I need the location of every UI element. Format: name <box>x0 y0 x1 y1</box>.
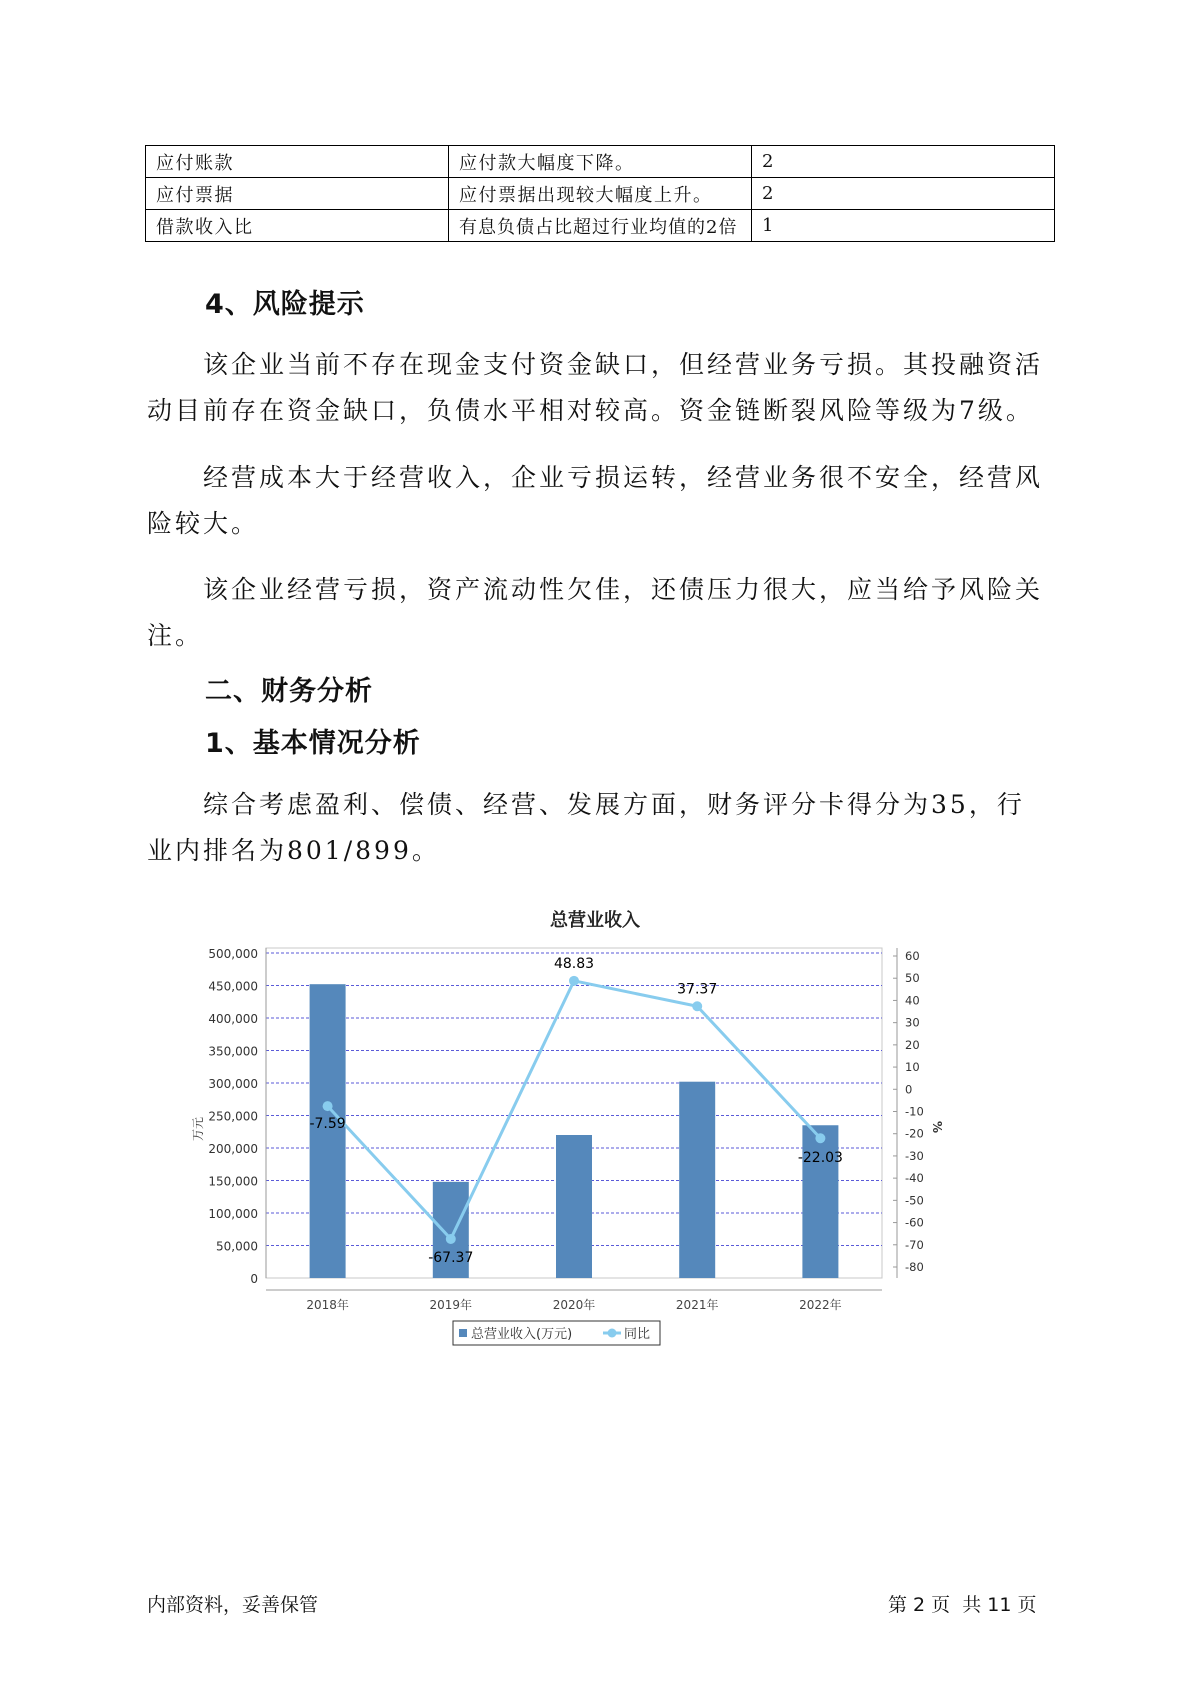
table-cell-score: 2 <box>752 146 1055 178</box>
y-axis-label: 万元 <box>191 1116 205 1142</box>
risk-paragraph-3 <box>147 567 1052 659</box>
table-cell-item: 借款收入比 <box>146 210 449 242</box>
y2-tick-label: -50 <box>905 1193 924 1208</box>
table-cell-desc: 应付票据出现较大幅度上升。 <box>449 178 752 210</box>
line-point <box>323 1101 333 1111</box>
legend-bar-label: 总营业收入(万元) <box>471 1327 573 1342</box>
y2-tick-label: -10 <box>905 1104 924 1119</box>
y-tick-label: 500,000 <box>208 947 258 961</box>
x-tick-label: 2020年 <box>552 1298 596 1312</box>
paragraph-text: 经营成本大于经营收入，企业亏损运转，经营业务很不安全，经营风险较大。 <box>147 463 1044 538</box>
data-label: -22.03 <box>797 1150 843 1167</box>
y2-tick-label: 0 <box>905 1082 913 1097</box>
x-tick-label: 2019年 <box>429 1298 473 1312</box>
x-tick-label: 2018年 <box>306 1298 349 1312</box>
table-cell-desc: 应付款大幅度下降。 <box>449 146 752 178</box>
section-heading-finance: 二、财务分析 <box>205 676 373 707</box>
table-row <box>146 178 1055 210</box>
table-cell-score: 2 <box>752 178 1055 210</box>
table-row <box>146 146 1055 178</box>
y-tick-label: 50,000 <box>216 1239 258 1254</box>
bar <box>679 1082 715 1278</box>
x-tick-label: 2022年 <box>799 1298 842 1312</box>
y2-tick-label: -20 <box>905 1126 924 1141</box>
line-point <box>569 976 579 986</box>
line-point <box>815 1133 825 1143</box>
sub-heading-basic: 1、基本情况分析 <box>205 728 421 759</box>
y2-tick-label: -40 <box>905 1171 924 1186</box>
table-row <box>146 210 1055 242</box>
line-point <box>446 1234 456 1244</box>
table-cell-item: 应付账款 <box>146 146 449 178</box>
y2-tick-label: -80 <box>905 1260 924 1274</box>
risk-paragraph-1 <box>147 342 1052 434</box>
table-cell-item: 应付票据 <box>146 178 449 210</box>
data-label: -67.37 <box>428 1249 474 1266</box>
revenue-chart-svg <box>175 895 1015 1355</box>
data-label: 48.83 <box>553 955 595 972</box>
paragraph-text: 该企业经营亏损，资产流动性欠佳，还债压力很大，应当给予风险关注。 <box>147 575 1044 650</box>
y2-tick-label: 30 <box>905 1015 920 1030</box>
chart-title: 总营业收入 <box>550 910 640 931</box>
x-tick-label: 2021年 <box>675 1298 719 1312</box>
y2-tick-label: 10 <box>905 1060 920 1075</box>
risk-indicator-table <box>145 145 1055 242</box>
data-label: -7.59 <box>309 1116 346 1133</box>
paragraph-text: 该企业当前不存在现金支付资金缺口，但经营业务亏损。其投融资活动目前存在资金缺口，负债水平相对较高。资金链断裂风险等级为7级。 <box>147 350 1044 425</box>
y-tick-label: 200,000 <box>208 1142 258 1156</box>
line-point <box>692 1001 702 1011</box>
footer-page-number: 第 2 页 共 11 页 <box>888 1594 1037 1616</box>
paragraph-text: 综合考虑盈利、偿债、经营、发展方面，财务评分卡得分为35，行业内排名为801/899。 <box>147 790 1025 865</box>
y-tick-label: 0 <box>250 1272 258 1286</box>
legend-line-marker <box>608 1329 617 1338</box>
y2-tick-label: 50 <box>905 971 920 986</box>
legend-line-label: 同比 <box>624 1327 651 1342</box>
y2-axis-label: % <box>930 1120 944 1134</box>
y-tick-label: 300,000 <box>208 1077 258 1091</box>
y2-tick-label: -70 <box>905 1237 924 1252</box>
y-tick-label: 450,000 <box>208 979 258 994</box>
y2-tick-label: 20 <box>905 1037 920 1052</box>
y2-tick-label: -30 <box>905 1148 924 1163</box>
bar <box>556 1135 592 1278</box>
y2-tick-label: 40 <box>905 993 920 1008</box>
data-label: 37.37 <box>677 981 718 998</box>
table-cell-desc: 有息负债占比超过行业均值的2倍 <box>449 210 752 242</box>
risk-paragraph-2 <box>147 455 1052 547</box>
revenue-chart <box>175 895 1015 1355</box>
basic-analysis-paragraph <box>147 782 1052 874</box>
y-tick-label: 400,000 <box>208 1012 258 1026</box>
section-heading-risk: 4、风险提示 <box>205 289 365 320</box>
y-tick-label: 100,000 <box>208 1207 258 1221</box>
y-tick-label: 150,000 <box>208 1174 258 1189</box>
bar <box>802 1125 838 1278</box>
y2-tick-label: 60 <box>905 949 920 963</box>
footer-confidential: 内部资料，妥善保管 <box>147 1594 319 1616</box>
table-cell-score: 1 <box>752 210 1055 242</box>
legend-bar-swatch <box>459 1329 467 1337</box>
y-tick-label: 250,000 <box>208 1109 258 1124</box>
y-tick-label: 350,000 <box>208 1044 258 1059</box>
y2-tick-label: -60 <box>905 1215 924 1230</box>
